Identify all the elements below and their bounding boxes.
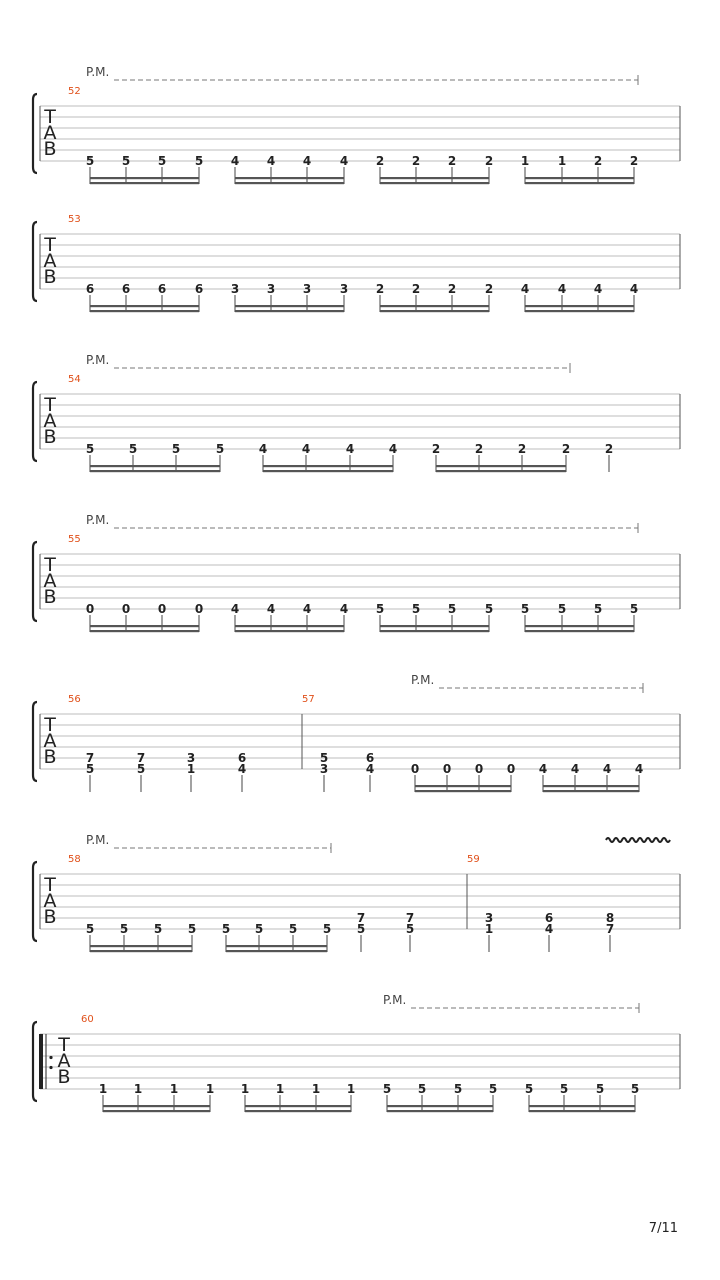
beam (235, 305, 344, 307)
fret-number: 5 (520, 602, 530, 616)
fret-number: 5 (128, 442, 138, 456)
fret-number: 4 (629, 282, 639, 296)
beam (525, 630, 634, 632)
fret-number: 5 (136, 762, 146, 776)
beam (90, 630, 199, 632)
fret-number: 4 (339, 602, 349, 616)
fret-number: 5 (593, 602, 603, 616)
measure-number: 55 (68, 534, 81, 545)
fret-number: 5 (85, 762, 95, 776)
fret-number: 5 (595, 1082, 605, 1096)
fret-number: 5 (524, 1082, 534, 1096)
fret-number: 5 (453, 1082, 463, 1096)
tab-clef-letter: T (44, 106, 56, 128)
fret-number: 5 (157, 154, 167, 168)
fret-number: 4 (538, 762, 548, 776)
vibrato-mark (606, 838, 670, 842)
tab-clef-letter: A (43, 730, 57, 752)
fret-number: 4 (593, 282, 603, 296)
fret-number: 5 (382, 1082, 392, 1096)
tab-system (33, 513, 680, 632)
fret-number: 2 (431, 442, 441, 456)
fret-number: 7 (85, 751, 95, 765)
fret-number: 5 (447, 602, 457, 616)
fret-number: 5 (322, 922, 332, 936)
fret-number: 4 (266, 154, 276, 168)
beam (235, 630, 344, 632)
beam (380, 177, 489, 179)
system-bracket (33, 862, 37, 941)
fret-number: 4 (302, 602, 312, 616)
fret-number: 5 (417, 1082, 427, 1096)
fret-number: 1 (240, 1082, 250, 1096)
fret-number: 1 (311, 1082, 321, 1096)
fret-number: 4 (365, 762, 375, 776)
fret-number: 2 (447, 282, 457, 296)
fret-number: 5 (559, 1082, 569, 1096)
tab-system (33, 65, 680, 184)
fret-number: 2 (411, 154, 421, 168)
fret-number: 4 (388, 442, 398, 456)
measure-number: 57 (302, 694, 315, 705)
fret-number: 5 (153, 922, 163, 936)
fret-number: 4 (301, 442, 311, 456)
measure-number: 54 (68, 374, 81, 385)
fret-number: 2 (447, 154, 457, 168)
beam (235, 182, 344, 184)
beam (235, 625, 344, 627)
beam (529, 1110, 635, 1112)
measure-number: 52 (68, 86, 81, 97)
tab-system (33, 833, 680, 952)
tab-clef-letter: B (43, 746, 57, 768)
fret-number: 4 (520, 282, 530, 296)
tab-clef-letter: A (43, 410, 57, 432)
fret-number: 4 (266, 602, 276, 616)
tab-clef-letter: B (43, 586, 57, 608)
fret-number: 5 (215, 442, 225, 456)
beam (90, 182, 199, 184)
system-bracket (33, 1022, 37, 1101)
fret-number: 2 (375, 282, 385, 296)
measure-number: 60 (81, 1014, 94, 1025)
fret-number: 2 (604, 442, 614, 456)
fret-number: 0 (474, 762, 484, 776)
fret-number: 5 (488, 1082, 498, 1096)
fret-number: 7 (356, 911, 366, 925)
fret-number: 0 (121, 602, 131, 616)
fret-number: 1 (205, 1082, 215, 1096)
fret-number: 2 (474, 442, 484, 456)
beam (387, 1105, 493, 1107)
system-bracket (33, 222, 37, 301)
tab-clef-letter: B (43, 138, 57, 160)
fret-number: 5 (484, 602, 494, 616)
beam (90, 945, 192, 947)
fret-number: 2 (484, 154, 494, 168)
beam (90, 625, 199, 627)
beam (90, 177, 199, 179)
beam (525, 177, 634, 179)
beam (226, 950, 327, 952)
fret-number: 3 (302, 282, 312, 296)
repeat-dot (49, 1056, 52, 1059)
tab-clef-letter: B (57, 1066, 71, 1088)
system-bracket (33, 382, 37, 461)
fret-number: 0 (506, 762, 516, 776)
tab-system (33, 214, 680, 312)
beam (90, 465, 220, 467)
beam (525, 305, 634, 307)
fret-number: 4 (544, 922, 554, 936)
tab-clef-letter: A (57, 1050, 71, 1072)
fret-number: 5 (405, 922, 415, 936)
tab-clef-letter: T (44, 554, 56, 576)
beam (226, 945, 327, 947)
fret-number: 2 (411, 282, 421, 296)
fret-number: 3 (230, 282, 240, 296)
fret-number: 1 (557, 154, 567, 168)
beam (380, 630, 489, 632)
palm-mute-label: P.M. (411, 673, 435, 687)
fret-number: 4 (557, 282, 567, 296)
fret-number: 4 (570, 762, 580, 776)
fret-number: 5 (319, 751, 329, 765)
system-bracket (33, 94, 37, 173)
beam (436, 470, 566, 472)
fret-number: 5 (119, 922, 129, 936)
fret-number: 2 (629, 154, 639, 168)
fret-number: 1 (133, 1082, 143, 1096)
fret-number: 3 (186, 751, 196, 765)
beam (415, 790, 511, 792)
beam (90, 950, 192, 952)
fret-number: 5 (221, 922, 231, 936)
fret-number: 6 (544, 911, 554, 925)
fret-number: 7 (605, 922, 615, 936)
fret-number: 1 (484, 922, 494, 936)
fret-number: 0 (85, 602, 95, 616)
beam (387, 1110, 493, 1112)
tab-clef-letter: T (44, 394, 56, 416)
fret-number: 2 (517, 442, 527, 456)
tab-clef-letter: A (43, 250, 57, 272)
fret-number: 4 (258, 442, 268, 456)
fret-number: 5 (85, 442, 95, 456)
tab-system (33, 673, 680, 792)
fret-number: 4 (345, 442, 355, 456)
measure-number: 59 (467, 854, 480, 865)
measure-number: 56 (68, 694, 81, 705)
beam (103, 1110, 210, 1112)
fret-number: 7 (405, 911, 415, 925)
beam (529, 1105, 635, 1107)
palm-mute-label: P.M. (86, 65, 110, 79)
beam (525, 182, 634, 184)
tab-clef-letter: A (43, 570, 57, 592)
fret-number: 4 (602, 762, 612, 776)
fret-number: 5 (557, 602, 567, 616)
fret-number: 0 (410, 762, 420, 776)
fret-number: 2 (561, 442, 571, 456)
beam (245, 1110, 351, 1112)
fret-number: 2 (375, 154, 385, 168)
fret-number: 5 (187, 922, 197, 936)
fret-number: 4 (302, 154, 312, 168)
fret-number: 5 (85, 154, 95, 168)
fret-number: 0 (194, 602, 204, 616)
beam (245, 1105, 351, 1107)
palm-mute-label: P.M. (86, 833, 110, 847)
page-number: 7/11 (648, 1221, 678, 1236)
tab-clef-letter: A (43, 890, 57, 912)
tab-clef-letter: T (44, 234, 56, 256)
beam (525, 310, 634, 312)
fret-number: 3 (266, 282, 276, 296)
beam (235, 177, 344, 179)
fret-number: 5 (375, 602, 385, 616)
palm-mute-label: P.M. (86, 353, 110, 367)
fret-number: 4 (230, 602, 240, 616)
fret-number: 4 (230, 154, 240, 168)
beam (235, 310, 344, 312)
fret-number: 6 (121, 282, 131, 296)
fret-number: 4 (237, 762, 247, 776)
fret-number: 2 (593, 154, 603, 168)
measure-number: 53 (68, 214, 81, 225)
fret-number: 5 (194, 154, 204, 168)
fret-number: 1 (346, 1082, 356, 1096)
beam (103, 1105, 210, 1107)
tab-clef-letter: T (58, 1034, 70, 1056)
fret-number: 3 (484, 911, 494, 925)
fret-number: 7 (136, 751, 146, 765)
palm-mute-label: P.M. (383, 993, 407, 1007)
beam (543, 790, 639, 792)
beam (380, 305, 489, 307)
fret-number: 5 (121, 154, 131, 168)
fret-number: 6 (365, 751, 375, 765)
beam (415, 785, 511, 787)
fret-number: 1 (186, 762, 196, 776)
tab-system (33, 353, 680, 472)
beam (380, 625, 489, 627)
beam (90, 470, 220, 472)
fret-number: 5 (630, 1082, 640, 1096)
fret-number: 6 (157, 282, 167, 296)
fret-number: 3 (339, 282, 349, 296)
tab-clef-letter: A (43, 122, 57, 144)
fret-number: 5 (288, 922, 298, 936)
tab-clef-letter: B (43, 426, 57, 448)
fret-number: 2 (484, 282, 494, 296)
beam (436, 465, 566, 467)
beam (90, 310, 199, 312)
fret-number: 5 (629, 602, 639, 616)
beam (90, 305, 199, 307)
beam (263, 465, 393, 467)
fret-number: 0 (442, 762, 452, 776)
fret-number: 8 (605, 911, 615, 925)
fret-number: 5 (356, 922, 366, 936)
fret-number: 1 (275, 1082, 285, 1096)
fret-number: 3 (319, 762, 329, 776)
fret-number: 4 (634, 762, 644, 776)
fret-number: 1 (520, 154, 530, 168)
fret-number: 5 (411, 602, 421, 616)
tab-clef-letter: T (44, 714, 56, 736)
system-bracket (33, 542, 37, 621)
fret-number: 5 (85, 922, 95, 936)
beam (543, 785, 639, 787)
system-bracket (33, 702, 37, 781)
tab-clef-letter: B (43, 266, 57, 288)
fret-number: 6 (85, 282, 95, 296)
fret-number: 1 (169, 1082, 179, 1096)
palm-mute-label: P.M. (86, 513, 110, 527)
fret-number: 5 (254, 922, 264, 936)
fret-number: 1 (98, 1082, 108, 1096)
tab-system (33, 993, 680, 1112)
repeat-thick-bar (39, 1034, 43, 1089)
fret-number: 0 (157, 602, 167, 616)
fret-number: 5 (171, 442, 181, 456)
beam (380, 310, 489, 312)
repeat-dot (49, 1066, 52, 1069)
fret-number: 6 (237, 751, 247, 765)
beam (263, 470, 393, 472)
measure-number: 58 (68, 854, 81, 865)
tab-clef-letter: B (43, 906, 57, 928)
beam (380, 182, 489, 184)
beam (525, 625, 634, 627)
fret-number: 6 (194, 282, 204, 296)
fret-number: 4 (339, 154, 349, 168)
tab-clef-letter: T (44, 874, 56, 896)
